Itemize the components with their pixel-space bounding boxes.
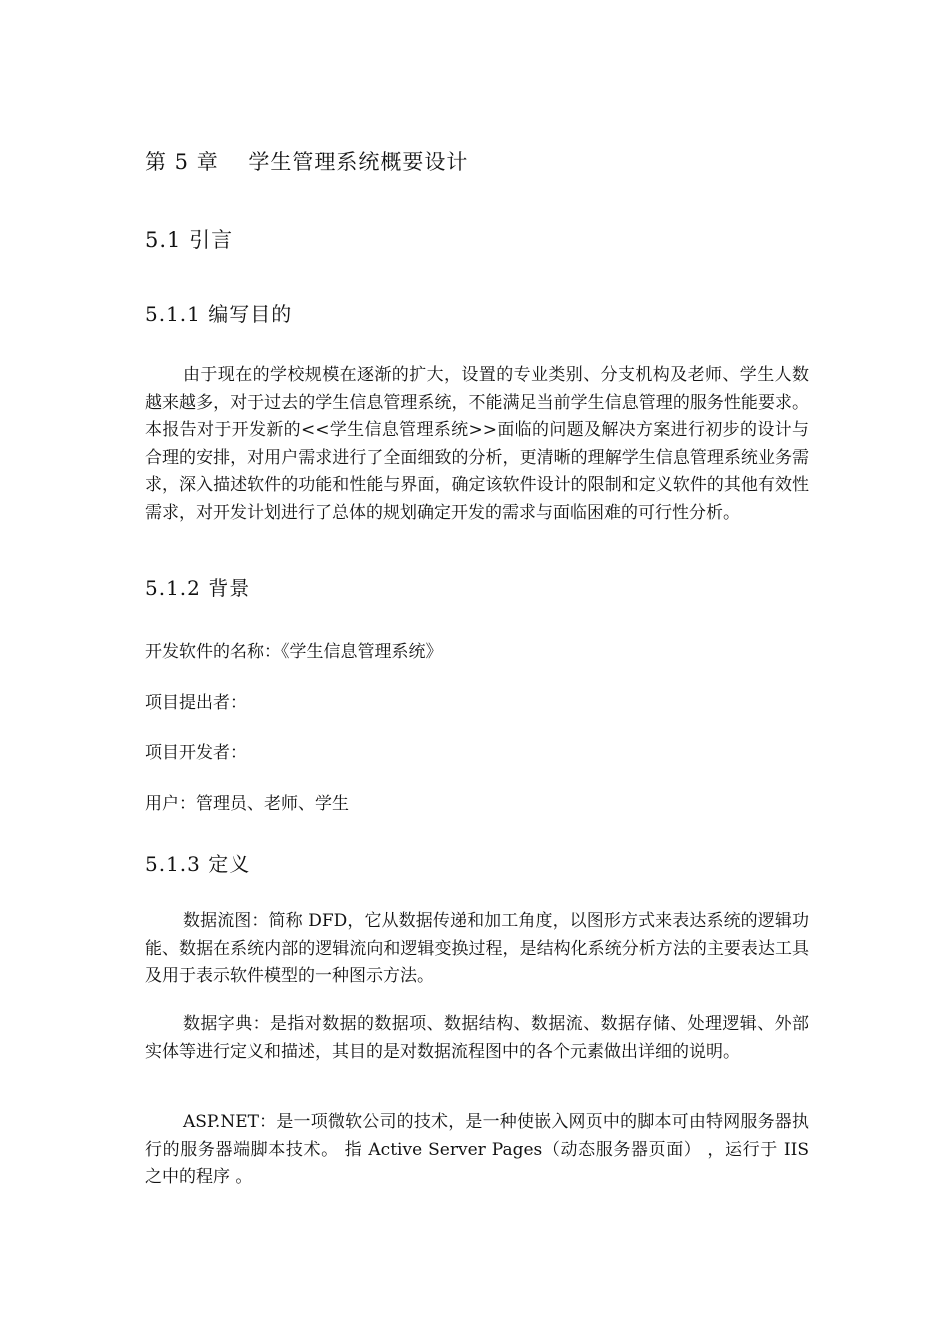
section-heading-5-1: 5.1 引言 — [145, 228, 234, 252]
proposer-line: 项目提出者： — [145, 693, 247, 713]
section-heading-5-1-1: 5.1.1 编写目的 — [145, 302, 293, 326]
purpose-paragraph: 由于现在的学校规模在逐渐的扩大，设置的专业类别、分支机构及老师、学生人数越来越多，对于过去的学生信息管理系统，不能满足当前学生信息管理的服务性能要求。本报告对于开发新的<<学生信息管理系统>>面临的问题及解决方案进行初步的设计与合理的安排，对用户需求进行了全面细致的分析，更清晰的理解学生信息管理系统业务需求，深入描述软件的功能和性能与界面，确定该软件设计的限制和定义软件的其他有效性需求，对开发计划进行了总体的规划确定开发的需求与面临困难的可行性分析。 — [145, 365, 809, 523]
users-line: 用户：管理员、老师、学生 — [145, 794, 349, 814]
section-heading-5-1-3: 5.1.3 定义 — [145, 852, 251, 876]
asp-net-definition: ASP.NET：是一项微软公司的技术，是一种使嵌入网页中的脚本可由特网服务器执行的服务器端脚本技术。 指 Active Server Pages（动态服务器页面） ，运行于 IIS 之中的程序 。 — [145, 1112, 809, 1187]
developer-line: 项目开发者： — [145, 743, 247, 763]
data-dictionary-definition: 数据字典：是指对数据的数据项、数据结构、数据流、数据存储、处理逻辑、外部实体等进行定义和描述，其目的是对数据流程图中的各个元素做出详细的说明。 — [145, 1014, 809, 1062]
software-name-line: 开发软件的名称：《学生信息管理系统》 — [145, 642, 443, 662]
dfd-definition: 数据流图：简称 DFD，它从数据传递和加工角度，以图形方式来表达系统的逻辑功能、数据在系统内部的逻辑流向和逻辑变换过程，是结构化系统分析方法的主要表达工具及用于表示软件模型的一种图示方法。 — [145, 911, 809, 986]
chapter-title: 第 5 章 学生管理系统概要设计 — [145, 150, 469, 174]
section-heading-5-1-2: 5.1.2 背景 — [145, 576, 251, 600]
